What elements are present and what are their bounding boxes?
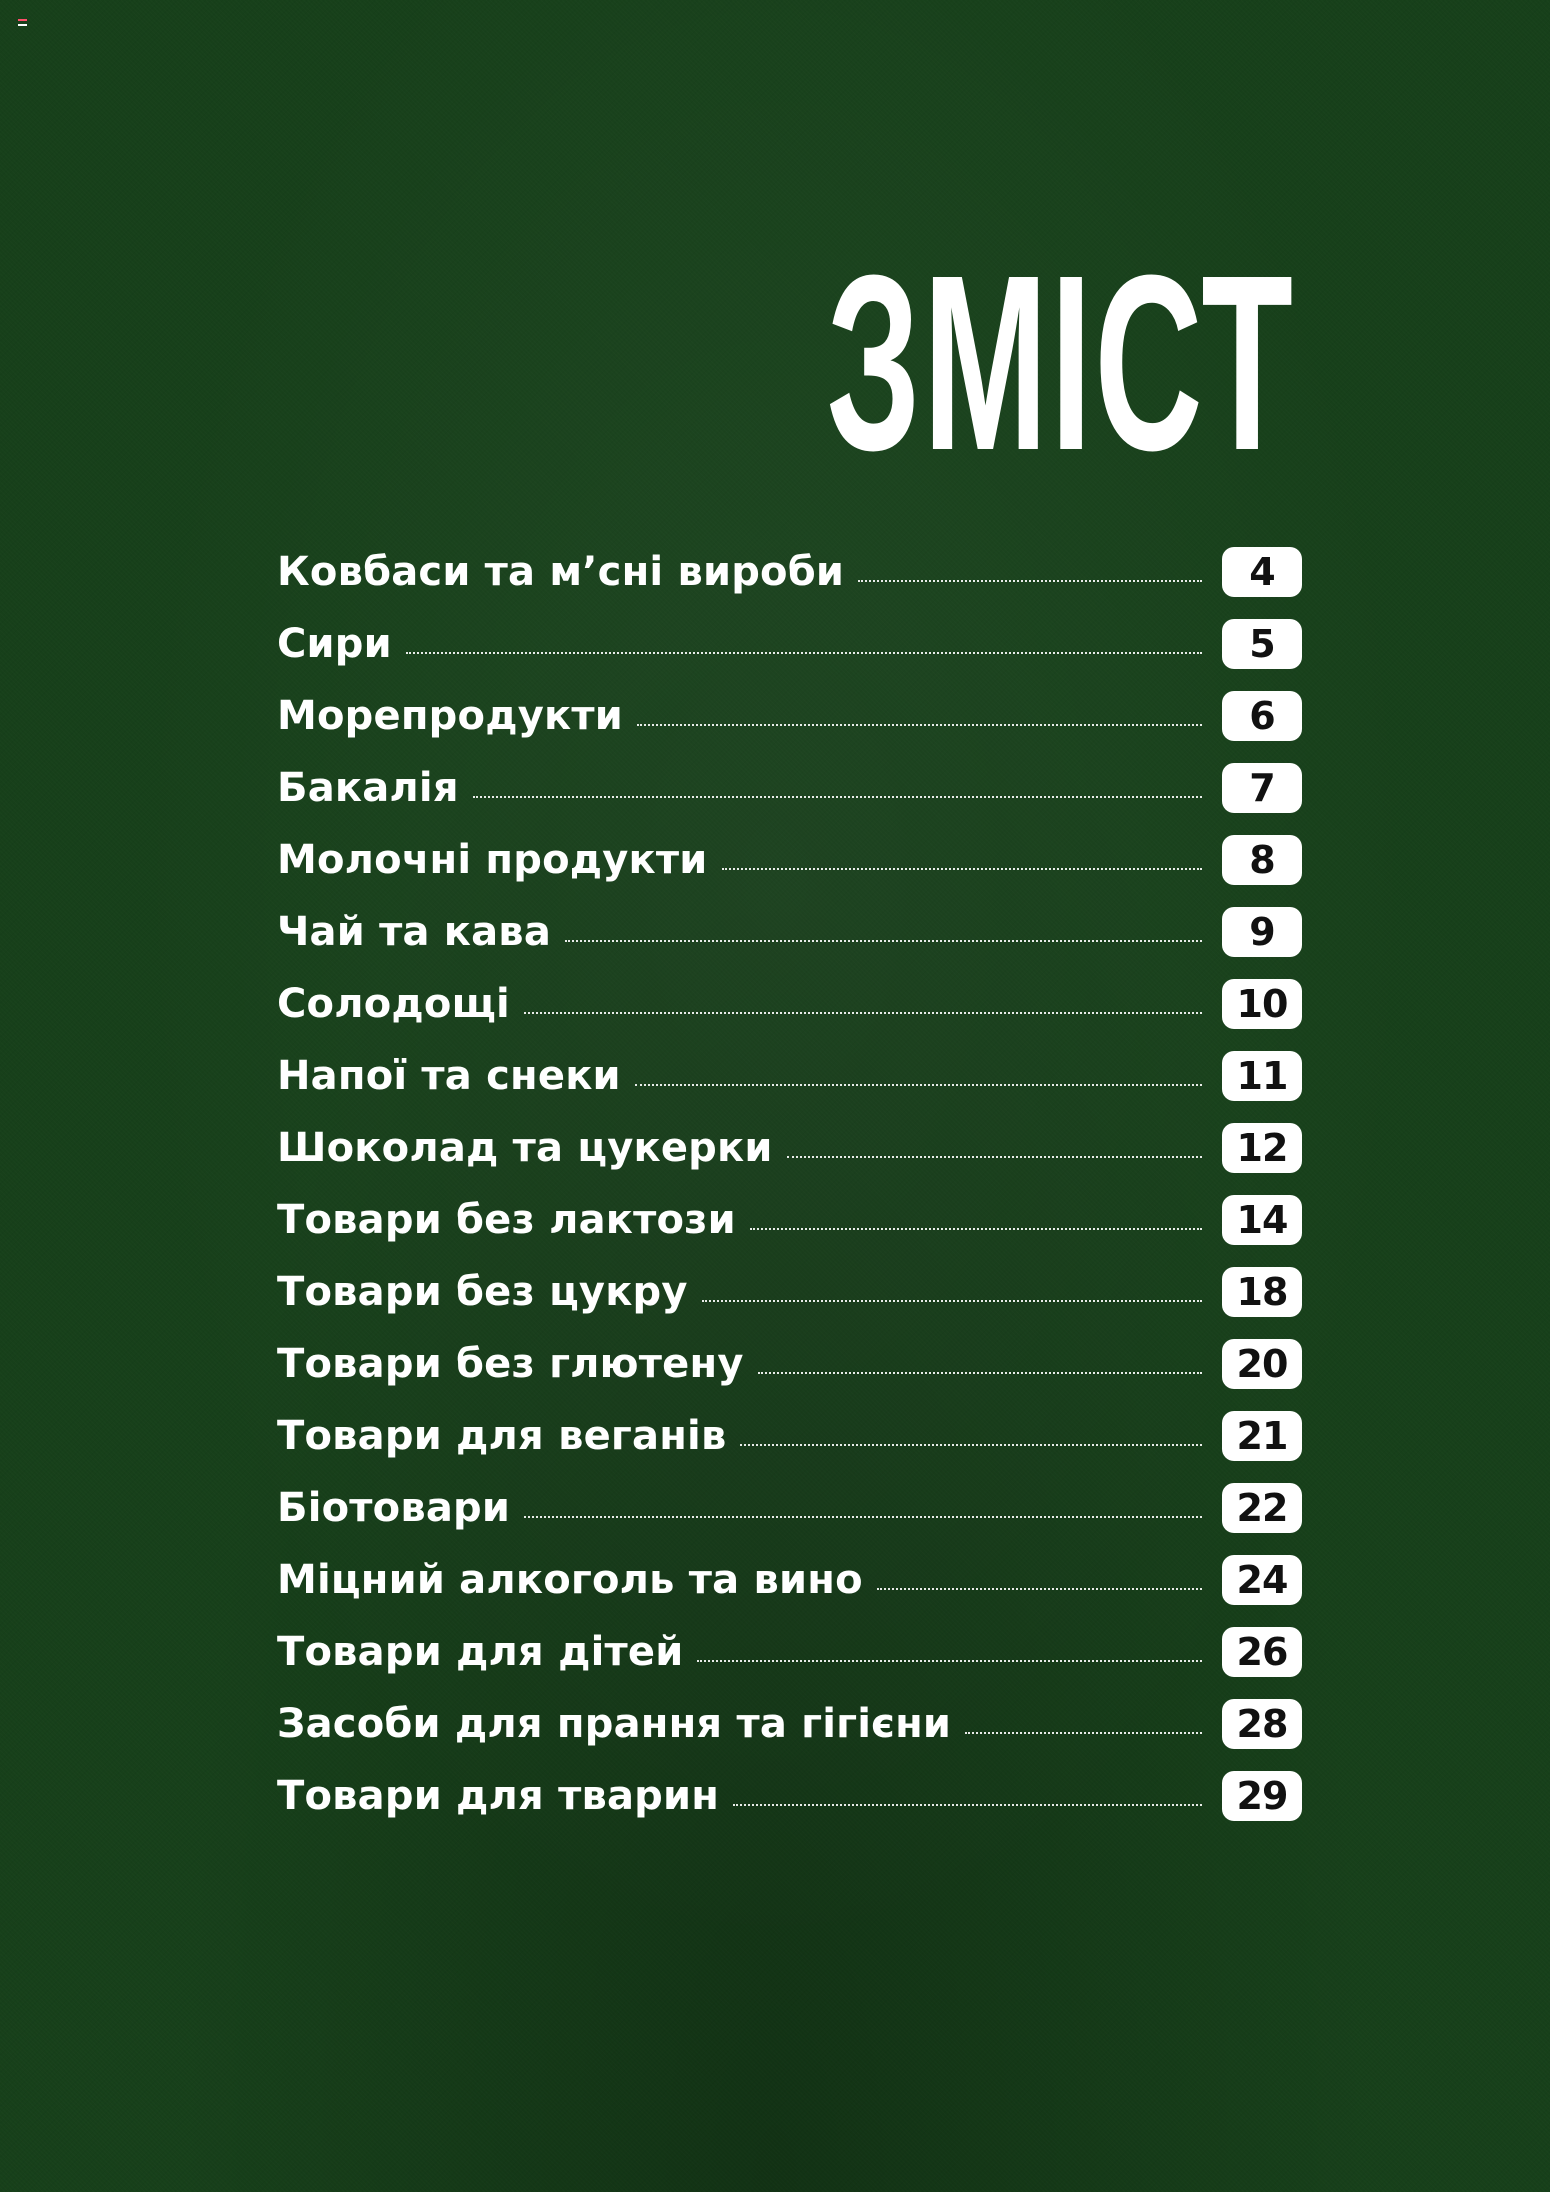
toc-item[interactable] xyxy=(277,1616,1302,1688)
dotted-leader xyxy=(406,652,1202,654)
toc-item[interactable] xyxy=(277,1760,1302,1832)
dotted-leader xyxy=(722,868,1203,870)
toc-item-label: Ковбаси та м’сні вироби xyxy=(277,549,845,595)
toc-item[interactable] xyxy=(277,536,1302,608)
toc-item-label: Бакалія xyxy=(277,765,459,811)
dotted-leader xyxy=(877,1588,1202,1590)
toc-item[interactable] xyxy=(277,1328,1302,1400)
toc-item-label: Молочні продукти xyxy=(277,837,708,883)
toc-item[interactable] xyxy=(277,608,1302,680)
page-number-badge: 22 xyxy=(1222,1483,1302,1533)
page-number-badge: 6 xyxy=(1222,691,1302,741)
toc-item-label: Солодощі xyxy=(277,981,510,1027)
toc-item-label: Чай та кава xyxy=(277,909,552,955)
toc-item[interactable] xyxy=(277,752,1302,824)
dotted-leader xyxy=(524,1516,1202,1518)
toc-item-label: Міцний алкоголь та вино xyxy=(277,1557,863,1603)
dotted-leader xyxy=(733,1804,1202,1806)
page-number-badge: 9 xyxy=(1222,907,1302,957)
table-of-contents xyxy=(277,536,1302,1832)
toc-item[interactable] xyxy=(277,896,1302,968)
toc-item[interactable] xyxy=(277,824,1302,896)
toc-item-label: Шоколад та цукерки xyxy=(277,1125,773,1171)
dotted-leader xyxy=(858,580,1202,582)
dotted-leader xyxy=(524,1012,1202,1014)
toc-item-label: Морепродукти xyxy=(277,693,623,739)
toc-item[interactable] xyxy=(277,680,1302,752)
page-number-badge: 14 xyxy=(1222,1195,1302,1245)
page-number-badge: 20 xyxy=(1222,1339,1302,1389)
toc-item-label: Товари для тварин xyxy=(277,1773,720,1819)
toc-item-label: Товари для дітей xyxy=(277,1629,684,1675)
dotted-leader xyxy=(635,1084,1202,1086)
toc-item-label: Сири xyxy=(277,621,392,667)
page-number-badge: 12 xyxy=(1222,1123,1302,1173)
page-number-badge: 10 xyxy=(1222,979,1302,1029)
toc-item-label: Товари без глютену xyxy=(277,1341,744,1387)
page-number-badge: 28 xyxy=(1222,1699,1302,1749)
toc-item-label: Біотовари xyxy=(277,1485,511,1531)
toc-item[interactable] xyxy=(277,1184,1302,1256)
toc-item[interactable] xyxy=(277,1112,1302,1184)
dotted-leader xyxy=(758,1372,1202,1374)
toc-item-label: Напої та снеки xyxy=(277,1053,621,1099)
page-number-badge: 4 xyxy=(1222,547,1302,597)
page-number-badge: 24 xyxy=(1222,1555,1302,1605)
dotted-leader xyxy=(697,1660,1202,1662)
page-number-badge: 26 xyxy=(1222,1627,1302,1677)
dotted-leader xyxy=(473,796,1202,798)
page-number-badge: 11 xyxy=(1222,1051,1302,1101)
dotted-leader xyxy=(637,724,1202,726)
page-number-badge: 8 xyxy=(1222,835,1302,885)
page-number-badge: 29 xyxy=(1222,1771,1302,1821)
toc-item[interactable] xyxy=(277,1472,1302,1544)
flag-stripe-top xyxy=(18,19,27,21)
page-number-badge: 7 xyxy=(1222,763,1302,813)
toc-item[interactable] xyxy=(277,1256,1302,1328)
page-title: ЗМІСТ xyxy=(826,223,1295,502)
toc-item[interactable] xyxy=(277,1688,1302,1760)
page-number-badge: 21 xyxy=(1222,1411,1302,1461)
dotted-leader xyxy=(750,1228,1202,1230)
dotted-leader xyxy=(965,1732,1202,1734)
dotted-leader xyxy=(787,1156,1202,1158)
toc-item-label: Засоби для прання та гігієни xyxy=(277,1701,952,1747)
dotted-leader xyxy=(702,1300,1202,1302)
dotted-leader xyxy=(740,1444,1202,1446)
toc-item-label: Товари без лактози xyxy=(277,1197,736,1243)
toc-item-label: Товари без цукру xyxy=(277,1269,688,1315)
corner-flag-icon xyxy=(18,19,27,26)
toc-item[interactable] xyxy=(277,1400,1302,1472)
toc-item[interactable] xyxy=(277,1544,1302,1616)
flag-stripe-bottom xyxy=(18,24,27,26)
toc-item[interactable] xyxy=(277,1040,1302,1112)
toc-item[interactable] xyxy=(277,968,1302,1040)
page-number-badge: 5 xyxy=(1222,619,1302,669)
dotted-leader xyxy=(565,940,1202,942)
toc-item-label: Товари для веганів xyxy=(277,1413,727,1459)
page-number-badge: 18 xyxy=(1222,1267,1302,1317)
